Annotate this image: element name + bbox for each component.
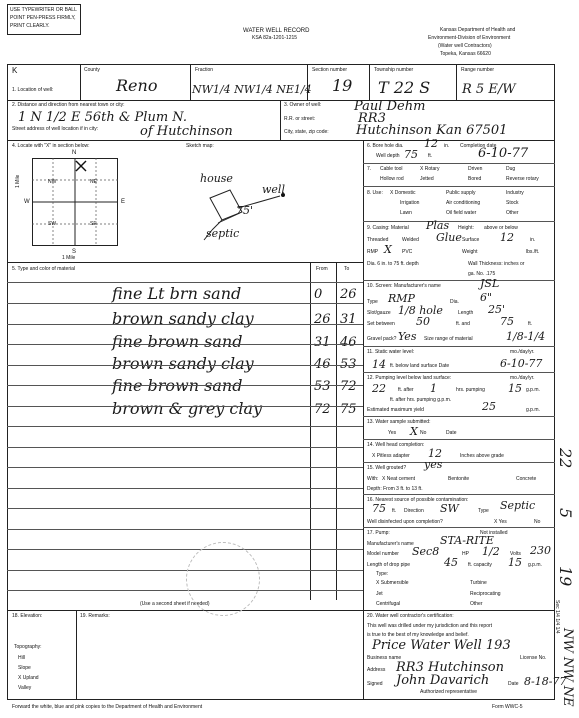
drill-method-item: Bored [468, 176, 482, 182]
to-label: To [344, 266, 350, 272]
well-use-item: Lawn [400, 210, 412, 216]
size-range-label: Size range of material [424, 336, 473, 342]
sample-yes: Yes [388, 430, 397, 436]
pitless: X Pitless adapter [372, 453, 410, 459]
log-to: 26 [340, 287, 357, 302]
drill-method-item: Jetted [420, 176, 434, 182]
notice-line-2: POINT PEN-PRESS FIRMLY, [10, 15, 76, 21]
side-section: 19 [556, 566, 575, 587]
material-label: 5. Type and color of material [12, 266, 75, 272]
disinfect-no: No [534, 519, 541, 525]
head-label: 14. Well head completion: [367, 442, 425, 448]
log-material: brown sandy clay [112, 354, 254, 373]
locate-label: 4. Locate with "X" in section below: [12, 143, 90, 149]
sketch-label: Sketch map: [186, 143, 214, 149]
cert-date-label: Date [508, 681, 519, 687]
drill-method-item: Hollow rod [380, 176, 404, 182]
log-rule [7, 324, 363, 325]
well-use-item: Oil field water [446, 210, 477, 216]
pump-hp: 1/2 [482, 545, 500, 558]
drill-method-item: Dug [506, 166, 516, 172]
screen-length-label: Length [458, 310, 474, 316]
contamination-dist: 75 [372, 502, 386, 515]
well-use-item: Irrigation [400, 200, 420, 206]
dir-s: S [72, 249, 77, 255]
log-material: fine Lt brn sand [112, 284, 242, 303]
screen-length: 25' [488, 303, 506, 316]
grouted-label: 15. Well grouted? [367, 465, 407, 471]
drop-cap-label: ft. capacity [468, 562, 492, 568]
pumping-label: 12. Pumping level below land surface: [367, 375, 452, 381]
pump-model: Sec8 [412, 545, 440, 558]
log-from: 46 [314, 357, 331, 372]
pumping-gpm: g.p.m. [526, 387, 540, 393]
township-label: Township number [374, 67, 414, 73]
mile-side: 1 Mile [15, 174, 21, 188]
pump-gpm: g.p.m. [528, 562, 542, 568]
business-label: Business name [367, 655, 402, 661]
pumping-gpm-val: 15 [508, 382, 522, 395]
from-label: From [316, 266, 328, 272]
static-unit: mo./day/yr. [510, 349, 535, 355]
drill-method-label: 7. [367, 166, 372, 172]
sample-x: X [410, 425, 418, 438]
static-date: 6-10-77 [500, 357, 543, 370]
pumping-hrs: hrs. pumping [456, 387, 485, 393]
side-labels: Sec 1/4 1/4 1/4 [554, 600, 560, 634]
topo-valley: Valley [18, 685, 32, 691]
grouted-value: yes [424, 458, 443, 471]
log-rule [7, 467, 363, 468]
dir-se: SE [90, 221, 97, 227]
bore-label: 6. Bore hole dia. [367, 143, 404, 149]
log-rule [7, 426, 363, 427]
log-rule [7, 365, 363, 366]
remarks-label: 19. Remarks: [80, 613, 110, 619]
agency-line-2: Environment-Division of Environment [428, 35, 511, 41]
drop-label: Length of drop pipe [367, 562, 411, 568]
contamination-ft: ft. [392, 508, 397, 514]
casing-label: 9. Casing: Material [367, 225, 409, 231]
well-use-item: Other [506, 210, 519, 216]
log-to: 46 [340, 335, 357, 350]
section-number-value: 19 [332, 76, 353, 95]
mark-k: K [12, 66, 18, 75]
log-to: 72 [340, 379, 357, 394]
pump-volts-label: Volts [510, 551, 521, 557]
business-name: Price Water Well 193 [372, 638, 511, 653]
max-yield-gpm: g.p.m. [526, 407, 540, 413]
contamination-type: Septic [500, 499, 536, 512]
form-ksa: KSA 82a-1201-1215 [252, 35, 298, 41]
completion-label: Completion date [460, 143, 497, 149]
casing-wall: Wall Thickness: inches or [468, 261, 525, 267]
contamination-dir-label: Direction [404, 508, 424, 514]
sketch-distance: 75' [236, 204, 254, 217]
set-to: 75 [500, 315, 514, 328]
log-rule [7, 529, 363, 530]
static-label: 11. Static water level: [367, 349, 415, 355]
well-depth: 75 [404, 148, 418, 161]
log-from: 72 [314, 402, 331, 417]
casing-dia-line: Dia. 6 in. to 75 ft. depth [367, 261, 419, 267]
distance-label: 2. Distance and direction from nearest town or city: [12, 102, 125, 108]
log-rule [7, 590, 363, 591]
head-inches: 12 [428, 447, 442, 460]
casing-surface: Surface [462, 237, 480, 243]
mile-bottom: 1 Mile [62, 255, 76, 261]
location-label: 1. Location of well: [12, 87, 54, 93]
topo-hill: Hill [18, 655, 25, 661]
dir-n: N [72, 150, 77, 156]
log-material: brown & grey clay [112, 399, 263, 418]
grout-concrete: Concrete [516, 476, 537, 482]
log-to: 31 [340, 312, 357, 327]
bore-dia: 12 [424, 137, 438, 150]
sketch-septic: septic [206, 227, 240, 240]
notice-line-3: PRINT CLEARLY. [10, 23, 50, 29]
range-value: R 5 E/W [462, 82, 516, 97]
form-title: WATER WELL RECORD [243, 28, 310, 34]
set-between-label: Set between [367, 321, 395, 327]
cert-line-1: This well was drilled under my jurisdiction and this report [367, 623, 493, 629]
casing-material: Plas [426, 219, 450, 232]
dir-nw: NW [48, 179, 57, 185]
distance-line-2: of Hutchinson [140, 124, 233, 139]
range-label: Range number [461, 67, 495, 73]
township-value: T 22 S [378, 78, 431, 97]
casing-surface-val: 12 [500, 231, 514, 244]
casing-pvc: PVC [402, 249, 413, 255]
distance-line-1: 1 N 1/2 E 56th & Plum N. [18, 110, 187, 125]
sketch-well: well [262, 183, 285, 196]
casing-weight: Weight [462, 249, 478, 255]
agency-line-4: Topeka, Kansas 66620 [440, 51, 491, 57]
sample-label: 13. Water sample submitted: [367, 419, 431, 425]
dir-e: E [121, 199, 126, 205]
pump-mfr-label: Manufacturer's name [367, 541, 414, 547]
agency-line-1: Kansas Department of Health and [440, 27, 516, 33]
set-ft: ft. [528, 321, 533, 327]
log-rule [7, 303, 363, 304]
log-from: 53 [314, 379, 331, 394]
pump-label: 17. Pump: [367, 530, 390, 536]
log-to: 53 [340, 357, 357, 372]
log-rule [7, 344, 363, 345]
notice-line-1: USE TYPEWRITER OR BALL [10, 7, 77, 13]
signature: John Davarich [396, 673, 490, 688]
max-yield-label: Estimated maximum yield [367, 407, 424, 413]
address-value: RR3 Hutchinson [396, 660, 504, 675]
casing-surface-in: in. [530, 237, 536, 243]
pumping-unit: mo./day/yr. [510, 375, 535, 381]
casing-threaded: Threaded [367, 237, 389, 243]
casing-gauge: ga. No. .175 [468, 271, 496, 277]
slot-label: Slot/gauze [367, 310, 391, 316]
contamination-label: 16. Nearest source of possible contamination: [367, 497, 469, 503]
contamination-dir: SW [440, 502, 459, 515]
auth-rep: Authorized representative [420, 689, 477, 695]
topo-upland: X Upland [18, 675, 39, 681]
casing-rmp: RMP [367, 249, 379, 255]
log-rule [7, 508, 363, 509]
section-number-label: Section number [312, 67, 348, 73]
static-level: 14 [372, 358, 386, 371]
screen-dia-label: Dia. [450, 299, 459, 305]
pump-type-item: Turbine [470, 580, 487, 586]
set-from: 50 [416, 315, 430, 328]
drill-method-item: Driven [468, 166, 483, 172]
topo-slope: Slope [18, 665, 31, 671]
bore-unit: in. [444, 143, 450, 149]
pump-type-item: Reciprocating [470, 591, 501, 597]
sketch-house: house [200, 172, 233, 185]
drill-method-item: Cable tool [380, 166, 403, 172]
owner-value: Paul Dehm [354, 99, 426, 114]
screen-dia: 6" [480, 291, 493, 304]
casing-glued: Glue [436, 231, 462, 244]
license-label: License No. [520, 655, 547, 661]
casing-above: above or below [484, 225, 518, 231]
rr-value: RR3 [358, 111, 386, 126]
log-from: 26 [314, 312, 331, 327]
pump-type-item: X Submersible [376, 580, 409, 586]
signed-label: Signed [367, 681, 383, 687]
well-use-label: 8. Use: [367, 190, 383, 196]
size-range-value: 1/8-1/4 [506, 330, 546, 343]
footer-left: Forward the white, blue and pink copies to the Department of Health and Environment [12, 704, 203, 710]
well-use-item: Air conditioning [446, 200, 481, 206]
side-township: 22 [556, 448, 575, 469]
well-depth-ft: ft. [428, 153, 433, 159]
drop-value: 45 [444, 556, 458, 569]
section-grid-lines [32, 158, 118, 246]
static-below: ft. below land surface Date [390, 363, 450, 369]
pump-volts: 230 [530, 544, 551, 557]
screen-label: 10. Screen: Manufacturer's name [367, 283, 441, 289]
log-rule [7, 570, 363, 571]
sample-no: No [420, 430, 427, 436]
max-yield: 25 [482, 400, 496, 413]
pump-type-item: Other [470, 601, 483, 607]
owner-label: 3. Owner of well: [284, 102, 322, 108]
rr-label: R.R. or street: [284, 116, 316, 122]
topography-label: Topography: [14, 644, 42, 650]
grout-neat: X Neat cement [382, 476, 416, 482]
log-material: brown sandy clay [112, 309, 254, 328]
pump-model-label: Model number [367, 551, 399, 557]
head-above: Inches above grade [460, 453, 504, 459]
log-rule [7, 406, 363, 407]
pump-hp-label: HP [462, 551, 469, 557]
well-use-item: Industry [506, 190, 524, 196]
casing-height-label: Height: [458, 225, 474, 231]
casing-lbs: lbs./ft. [526, 249, 540, 255]
pump-type-item: Centrifugal [376, 601, 401, 607]
city-label: City, state, zip code: [284, 129, 329, 135]
pumping-hours: 1 [430, 382, 437, 395]
log-material: fine brown sand [112, 332, 243, 351]
fraction-label: Fraction [195, 67, 214, 73]
pump-capacity: 15 [508, 556, 522, 569]
log-rule [7, 488, 363, 489]
cert-line-2: is true to the best of my knowledge and belief. [367, 632, 469, 638]
stamp-seal [186, 542, 260, 616]
address-label: Address [367, 667, 386, 673]
city-value: Hutchinson Kan 67501 [356, 123, 508, 138]
pump-not-installed: Not installed [480, 530, 508, 536]
side-range: 5 [556, 508, 575, 519]
dir-sw: SW [48, 221, 57, 227]
agency-line-3: (Water well Contractors) [438, 43, 492, 49]
disinfect-label: Well disinfected upon completion? [367, 519, 443, 525]
drill-method-item: X Rotary [420, 166, 440, 172]
pumping-ft-after: ft. after [398, 387, 414, 393]
disinfect-yes: X Yes [494, 519, 507, 525]
completion-date: 6-10-77 [478, 146, 529, 161]
well-use-item: X Domestic [390, 190, 416, 196]
cert-date: 8-18-77 [524, 675, 567, 688]
gravel-label: Gravel pack? [367, 336, 397, 342]
casing-x: X [384, 243, 392, 256]
second-sheet-note: (Use a second sheet if needed) [140, 601, 210, 607]
set-ft-and: ft. and [456, 321, 470, 327]
footer-right: Form WWC-5 [492, 704, 523, 710]
log-rule [7, 385, 363, 386]
log-material: fine brown sand [112, 376, 243, 395]
contamination-type-label: Type [478, 508, 489, 514]
casing-welded: Welded [402, 237, 419, 243]
well-use-item: Stock [506, 200, 519, 206]
log-rule [7, 549, 363, 550]
drill-method-item: Reverse rotary [506, 176, 539, 182]
pump-mfr: STA-RITE [440, 534, 494, 547]
log-from: 0 [314, 287, 323, 302]
elevation-label: 18. Elevation: [12, 613, 43, 619]
sample-date: Date [446, 430, 457, 436]
pump-type-label: Type: [376, 571, 389, 577]
well-depth-label: Well depth [376, 153, 400, 159]
county-label: County [84, 67, 100, 73]
screen-name: JSL [480, 277, 500, 290]
county-value: Reno [116, 76, 158, 95]
fraction-value: NW1/4 NW1/4 NE1/4 [192, 83, 312, 96]
pumping-level: 22 [372, 382, 386, 395]
pump-type-item: Jet [376, 591, 383, 597]
log-to: 75 [340, 402, 357, 417]
slot-value: 1/8 hole [398, 304, 443, 317]
side-fraction: NW NW NE [560, 628, 575, 707]
screen-type: RMP [388, 292, 415, 305]
well-use-item: Public supply [446, 190, 476, 196]
log-from: 31 [314, 335, 331, 350]
grout-bentonite: Bentonite [448, 476, 470, 482]
dir-ne: NE [90, 179, 97, 185]
grout-depth: Depth: From 3 ft. to 13 ft. [367, 486, 423, 492]
gravel-value: Yes [398, 330, 417, 343]
dir-w: W [24, 199, 30, 205]
cert-label: 20. Water well contractor's certification: [367, 613, 454, 619]
log-rule [7, 447, 363, 448]
pumping-line-2: ft. after hrs. pumping g.p.m. [390, 397, 452, 403]
grout-with: With: [367, 476, 379, 482]
screen-type-label: Type [367, 299, 378, 305]
street-address-label: Street address of well location if in city: [12, 126, 99, 132]
